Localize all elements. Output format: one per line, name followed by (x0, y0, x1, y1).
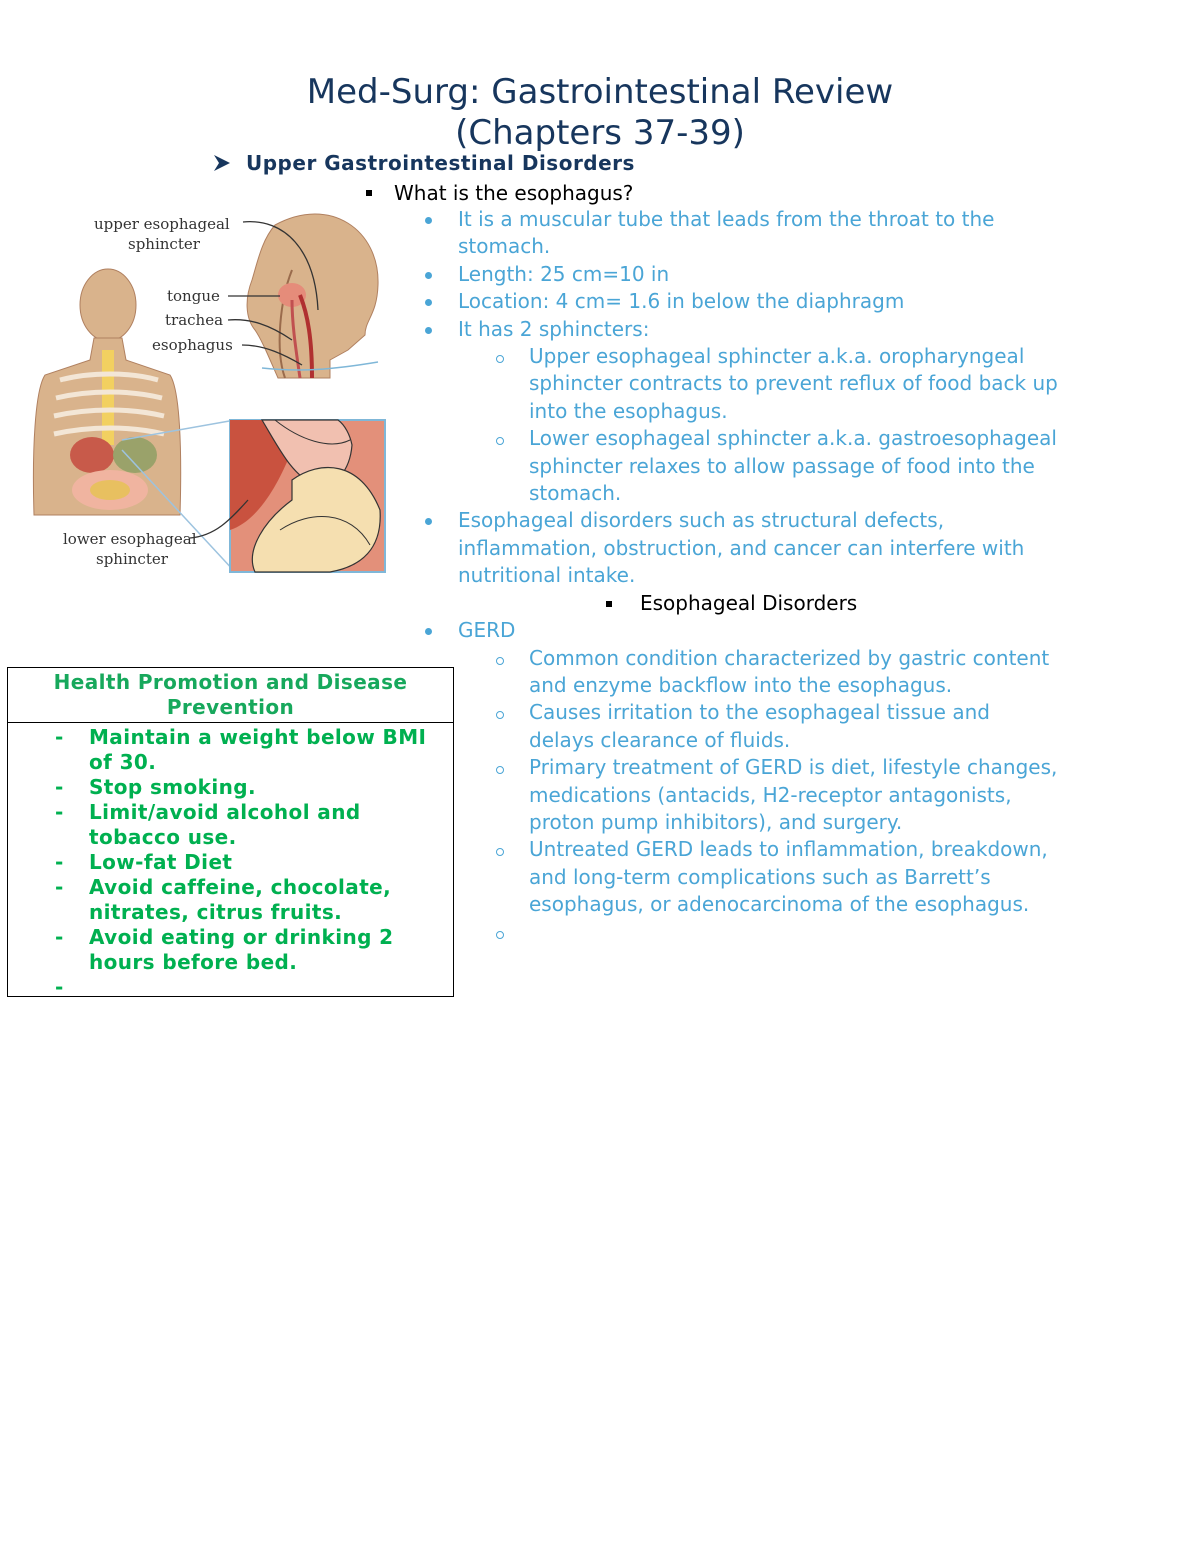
dash-bullet: - (55, 875, 64, 899)
label-lower-sphincter-2: sphincter (96, 550, 168, 568)
esophagus-info-list (420, 206, 1060, 946)
list-item (8, 975, 453, 1000)
list-item: - Stop smoking. (55, 775, 256, 799)
dash-bullet: - (55, 775, 64, 799)
esophageal-disorders-heading (420, 590, 1060, 617)
label-lower-sphincter-1: lower esophageal (63, 530, 197, 548)
label-tongue: tongue (167, 287, 220, 305)
liver-shape (70, 437, 114, 473)
health-promotion-title: Health Promotion and Disease Prevention (8, 668, 453, 723)
body-head-shape (80, 269, 136, 341)
question-text: What is the esophagus? (394, 181, 634, 205)
label-upper-sphincter-1: upper esophageal (94, 215, 230, 233)
esophagus-anatomy-figure (30, 200, 390, 580)
dash-bullet: - (55, 975, 64, 999)
health-promotion-list (8, 723, 453, 1000)
page-title-line-2: (Chapters 37-39) (455, 113, 745, 153)
list-item: Length: 25 cm=10 in (420, 261, 1060, 288)
list-item: It has 2 sphincters: (420, 316, 1060, 343)
list-subitem: Upper esophageal sphincter a.k.a. oropharyngeal sphincter contracts to prevent reflux of food back up into the esophagus. (420, 343, 1060, 425)
list-subitem-empty (420, 919, 1060, 946)
list-item: Esophageal disorders such as structural defects, inflammation, obstruction, and cancer can interfere with nutritional intake. (420, 507, 1060, 589)
stomach-shape (113, 437, 157, 473)
label-upper-sphincter-2: sphincter (128, 235, 200, 253)
list-subitem: Lower esophageal sphincter a.k.a. gastroesophageal sphincter relaxes to allow passage of food into the stomach. (420, 425, 1060, 507)
dash-bullet: - (55, 850, 64, 874)
subheading-text: Esophageal Disorders (640, 590, 858, 615)
list-item: - Low-fat Diet (55, 850, 233, 874)
section-heading-text: Upper Gastrointestinal Disorders (246, 151, 635, 175)
gerd-heading: GERD (420, 617, 1060, 644)
square-bullet-icon (606, 601, 612, 607)
list-item: - Maintain a weight below BMI of 30. (55, 725, 427, 774)
list-item: - Avoid eating or drinking 2 hours before bed. (55, 925, 394, 974)
section-heading (212, 151, 635, 175)
label-esophagus: esophagus (152, 336, 233, 354)
list-item: It is a muscular tube that leads from the throat to the stomach. (420, 206, 1060, 261)
question-item (366, 181, 633, 205)
dash-bullet: - (55, 925, 64, 949)
list-subitem: Primary treatment of GERD is diet, lifestyle changes, medications (antacids, H2-receptor antagonists, proton pump inhibitors), and surgery. (420, 754, 1060, 836)
health-promotion-box (7, 667, 454, 997)
list-subitem: Common condition characterized by gastric content and enzyme backflow into the esophagus. (420, 645, 1060, 700)
list-subitem: Causes irritation to the esophageal tissue and delays clearance of fluids. (420, 699, 1060, 754)
body-esophagus-shape (102, 350, 114, 445)
list-subitem: Untreated GERD leads to inflammation, breakdown, and long-term complications such as Barrett’s esophagus, or adenocarcinoma of the esophagus. (420, 836, 1060, 918)
dash-bullet: - (55, 725, 64, 749)
label-trachea: trachea (165, 311, 224, 329)
list-item: Location: 4 cm= 1.6 in below the diaphragm (420, 288, 1060, 315)
page-title-line-1: Med-Surg: Gastrointestinal Review (306, 72, 894, 112)
arrowhead-bullet-icon (212, 153, 232, 173)
square-bullet-icon (366, 190, 372, 196)
list-item: - Avoid caffeine, chocolate, nitrates, citrus fruits. (55, 875, 392, 924)
list-item: - Limit/avoid alcohol and tobacco use. (55, 800, 361, 849)
dash-bullet: - (55, 800, 64, 824)
